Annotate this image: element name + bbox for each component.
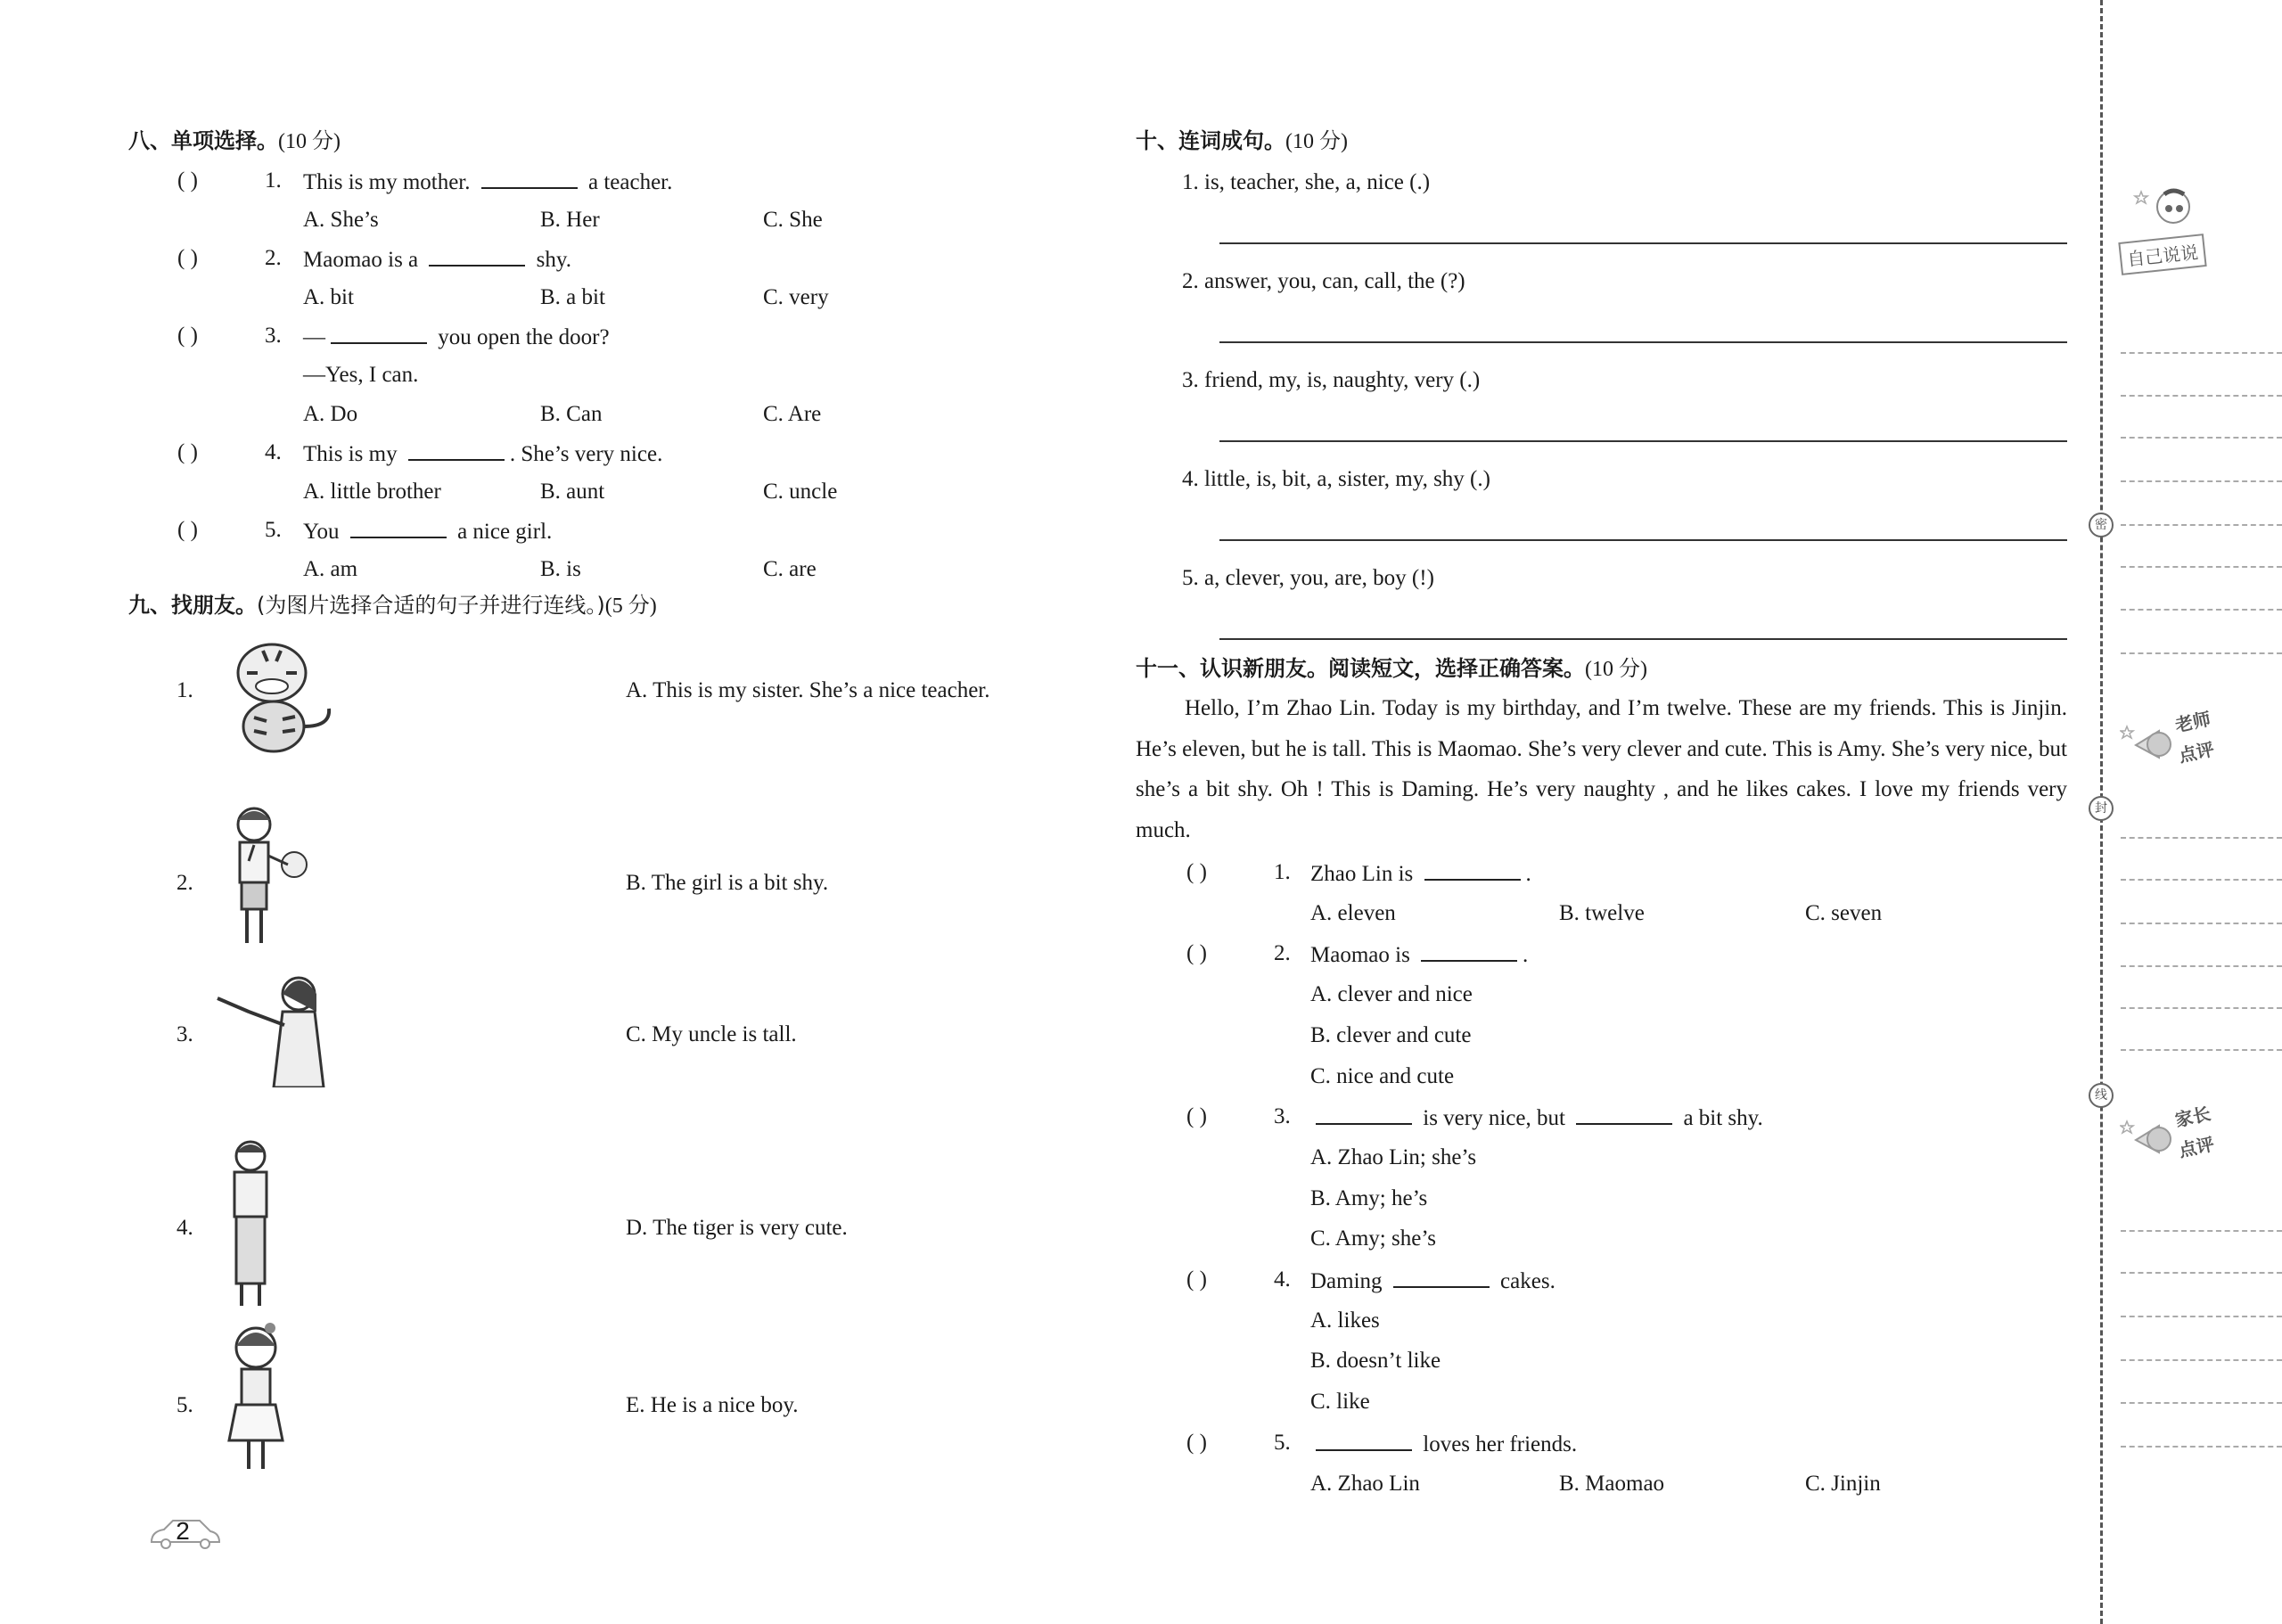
question-text: This is my mother. a teacher. xyxy=(303,170,673,194)
option: C. very xyxy=(763,284,829,309)
word-order-prompt: 2. answer, you, can, call, the (?) xyxy=(1182,269,1465,293)
option: B. Amy; he’s xyxy=(1310,1185,1428,1210)
picture-number: 1. xyxy=(176,678,193,702)
picture-number: 2. xyxy=(176,871,193,895)
question-text: loves her friends. xyxy=(1310,1431,1577,1456)
picture-number: 5. xyxy=(176,1393,193,1417)
seal-0: 密 xyxy=(2089,513,2114,537)
section-8-header xyxy=(128,130,341,152)
answer-bracket[interactable]: ( ) xyxy=(177,440,198,465)
comment-write-line[interactable] xyxy=(2121,1230,2282,1232)
option: A. Zhao Lin xyxy=(1310,1471,1420,1496)
comment-label-line1: 老师 xyxy=(2172,708,2213,736)
option: C. seven xyxy=(1805,900,1883,925)
question-number: 3. xyxy=(1274,1104,1291,1129)
section-10-header xyxy=(1136,130,1348,152)
megaphone-icon xyxy=(2120,1113,2173,1158)
question-number: 4. xyxy=(265,440,282,465)
question-text: Daming cakes. xyxy=(1310,1269,1556,1293)
comment-write-line[interactable] xyxy=(2121,437,2282,439)
comment-write-line[interactable] xyxy=(2121,352,2282,354)
option: B. doesn’t like xyxy=(1310,1349,1441,1374)
answer-bracket[interactable]: ( ) xyxy=(1186,860,1207,884)
question-number: 5. xyxy=(1274,1430,1291,1455)
fill-in-blank[interactable] xyxy=(1393,1268,1490,1288)
question-text: Maomao is a shy. xyxy=(303,248,571,273)
comment-write-line[interactable] xyxy=(2121,923,2282,924)
answer-bracket[interactable]: ( ) xyxy=(1186,941,1207,966)
answer-bracket[interactable]: ( ) xyxy=(177,518,198,543)
fill-in-blank[interactable] xyxy=(481,169,578,189)
answer-line[interactable] xyxy=(1219,242,2067,244)
option: B. a bit xyxy=(540,284,605,309)
option: B. is xyxy=(540,557,581,581)
fill-in-blank[interactable] xyxy=(1424,861,1521,881)
option: A. Zhao Lin; she’s xyxy=(1310,1144,1477,1169)
fill-in-blank[interactable] xyxy=(408,441,505,461)
answer-bracket[interactable]: ( ) xyxy=(1186,1267,1207,1292)
comment-write-line[interactable] xyxy=(2121,1272,2282,1274)
cartoon-mascot-icon xyxy=(2120,187,2209,232)
self-talk-label: 自己说说 xyxy=(2118,234,2206,275)
comment-write-line[interactable] xyxy=(2121,1316,2282,1317)
boy-with-flowers-picture[interactable] xyxy=(218,802,316,960)
shy-girl-picture[interactable] xyxy=(218,1319,299,1486)
option: C. uncle xyxy=(763,479,838,504)
picture-number: 3. xyxy=(176,1022,193,1046)
match-sentence[interactable]: D. The tiger is very cute. xyxy=(626,1216,848,1240)
match-sentence[interactable]: A. This is my sister. She’s a nice teacher. xyxy=(626,678,990,702)
option: C. nice and cute xyxy=(1310,1063,1455,1088)
option: C. Amy; she’s xyxy=(1310,1226,1436,1251)
fill-in-blank[interactable] xyxy=(1421,942,1517,962)
word-order-prompt: 3. friend, my, is, naughty, very (.) xyxy=(1182,368,1481,392)
option: A. am xyxy=(303,557,358,581)
answer-line[interactable] xyxy=(1219,341,2067,343)
answer-bracket[interactable]: ( ) xyxy=(1186,1430,1207,1455)
section-9-header xyxy=(128,595,657,617)
section-points: (10 分) xyxy=(1285,130,1348,153)
section-points: (10 分) xyxy=(278,130,341,153)
fill-in-blank[interactable] xyxy=(350,519,447,538)
match-sentence[interactable]: B. The girl is a bit shy. xyxy=(626,871,829,895)
option: A. little brother xyxy=(303,479,441,504)
fill-in-blank[interactable] xyxy=(1316,1105,1412,1125)
question-text: This is my . She’s very nice. xyxy=(303,442,663,467)
question-number: 1. xyxy=(1274,860,1291,884)
comment-write-line[interactable] xyxy=(2121,879,2282,881)
comment-write-line[interactable] xyxy=(2121,965,2282,967)
tiger-picture[interactable] xyxy=(218,637,343,759)
page-number: 2 xyxy=(176,1517,190,1545)
word-order-prompt: 5. a, clever, you, are, boy (!) xyxy=(1182,566,1434,590)
option: A. likes xyxy=(1310,1308,1380,1333)
tall-man-picture[interactable] xyxy=(218,1136,290,1321)
comment-label-line1: 家长 xyxy=(2172,1103,2213,1131)
woman-pointing-picture[interactable] xyxy=(211,972,336,1094)
answer-line[interactable] xyxy=(1219,539,2067,541)
question-text: Zhao Lin is . xyxy=(1310,862,1531,886)
fill-in-blank[interactable] xyxy=(429,247,525,267)
section-instruction: (为图片选择合适的句子并进行连线。) xyxy=(257,593,605,618)
question-text: Maomao is . xyxy=(1310,943,1529,968)
question-number: 5. xyxy=(265,518,282,543)
comment-label-line2: 点评 xyxy=(2176,738,2217,767)
question-number: 2. xyxy=(265,246,282,271)
parent-comment-badge xyxy=(2120,1103,2236,1165)
question-text: —Yes, I can. xyxy=(303,363,419,387)
question-number: 2. xyxy=(1274,941,1291,966)
answer-line[interactable] xyxy=(1219,638,2067,640)
question-number: 3. xyxy=(265,324,282,349)
question-text: You a nice girl. xyxy=(303,520,553,545)
option: C. are xyxy=(763,557,817,581)
option: A. She’s xyxy=(303,207,379,232)
fill-in-blank[interactable] xyxy=(331,324,427,344)
section-title: 十一、认识新朋友。阅读短文，选择正确答案。 xyxy=(1136,656,1585,681)
comment-write-line[interactable] xyxy=(2121,1402,2282,1404)
section-title: 十、连词成句。 xyxy=(1136,128,1285,153)
option: C. like xyxy=(1310,1390,1370,1415)
comment-write-line[interactable] xyxy=(2121,837,2282,839)
section-title: 九、找朋友。 xyxy=(128,593,257,618)
option: A. eleven xyxy=(1310,900,1396,925)
seal-1: 封 xyxy=(2089,796,2114,821)
comment-write-line[interactable] xyxy=(2121,524,2282,526)
option: B. Can xyxy=(540,401,603,426)
option: C. Jinjin xyxy=(1805,1471,1881,1496)
answer-bracket[interactable]: ( ) xyxy=(177,246,198,271)
comment-write-line[interactable] xyxy=(2121,1359,2282,1361)
option: B. Maomao xyxy=(1559,1471,1665,1496)
section-11-header xyxy=(1136,658,1647,680)
comment-write-line[interactable] xyxy=(2121,566,2282,568)
answer-line[interactable] xyxy=(1219,440,2067,442)
question-text: is very nice, but a bit shy. xyxy=(1310,1105,1763,1129)
fill-in-blank[interactable] xyxy=(1316,1431,1412,1451)
option: B. clever and cute xyxy=(1310,1022,1472,1047)
answer-bracket[interactable]: ( ) xyxy=(177,324,198,349)
teacher-comment-badge xyxy=(2120,708,2236,770)
option: B. twelve xyxy=(1559,900,1645,925)
comment-write-line[interactable] xyxy=(2121,609,2282,611)
question-number: 4. xyxy=(1274,1267,1291,1292)
question-number: 1. xyxy=(265,168,282,193)
answer-bracket[interactable]: ( ) xyxy=(177,168,198,193)
option: B. aunt xyxy=(540,479,605,504)
comment-write-line[interactable] xyxy=(2121,480,2282,482)
megaphone-icon xyxy=(2120,718,2173,763)
option: C. Are xyxy=(763,401,822,426)
section-points: (5 分) xyxy=(604,595,657,618)
answer-bracket[interactable]: ( ) xyxy=(1186,1104,1207,1129)
reading-passage: Hello, I’m Zhao Lin. Today is my birthday, and I’m twelve. These are my friends. This is Jinjin. He’s eleven, but he is tall. This is Maomao. She’s very clever and cute. This is Amy. She’s very nice, but she’s a bit shy. Oh ! This is Daming. He’s very naughty , and he likes cakes. I love my friends very much. xyxy=(1136,696,2067,843)
question-text: — you open the door? xyxy=(303,325,610,350)
section-title: 八、单项选择。 xyxy=(128,128,278,153)
page-number-badge xyxy=(143,1515,223,1551)
word-order-prompt: 4. little, is, bit, a, sister, my, shy (.) xyxy=(1182,467,1490,491)
comment-write-line[interactable] xyxy=(2121,1049,2282,1051)
comment-write-line[interactable] xyxy=(2121,1446,2282,1448)
option: A. Do xyxy=(303,401,358,426)
comment-write-line[interactable] xyxy=(2121,1007,2282,1009)
option: A. clever and nice xyxy=(1310,982,1473,1007)
section-points: (10 分) xyxy=(1585,658,1647,681)
match-sentence[interactable]: C. My uncle is tall. xyxy=(626,1022,797,1046)
fill-in-blank[interactable] xyxy=(1576,1105,1672,1125)
seal-2: 线 xyxy=(2089,1083,2114,1108)
comment-write-line[interactable] xyxy=(2121,652,2282,654)
self-talk-badge xyxy=(2120,187,2209,271)
option: C. She xyxy=(763,207,823,232)
match-sentence[interactable]: E. He is a nice boy. xyxy=(626,1393,799,1417)
comment-label-line2: 点评 xyxy=(2176,1133,2217,1161)
option: A. bit xyxy=(303,284,354,309)
word-order-prompt: 1. is, teacher, she, a, nice (.) xyxy=(1182,170,1431,194)
option: B. Her xyxy=(540,207,600,232)
picture-number: 4. xyxy=(176,1216,193,1240)
comment-write-line[interactable] xyxy=(2121,395,2282,397)
